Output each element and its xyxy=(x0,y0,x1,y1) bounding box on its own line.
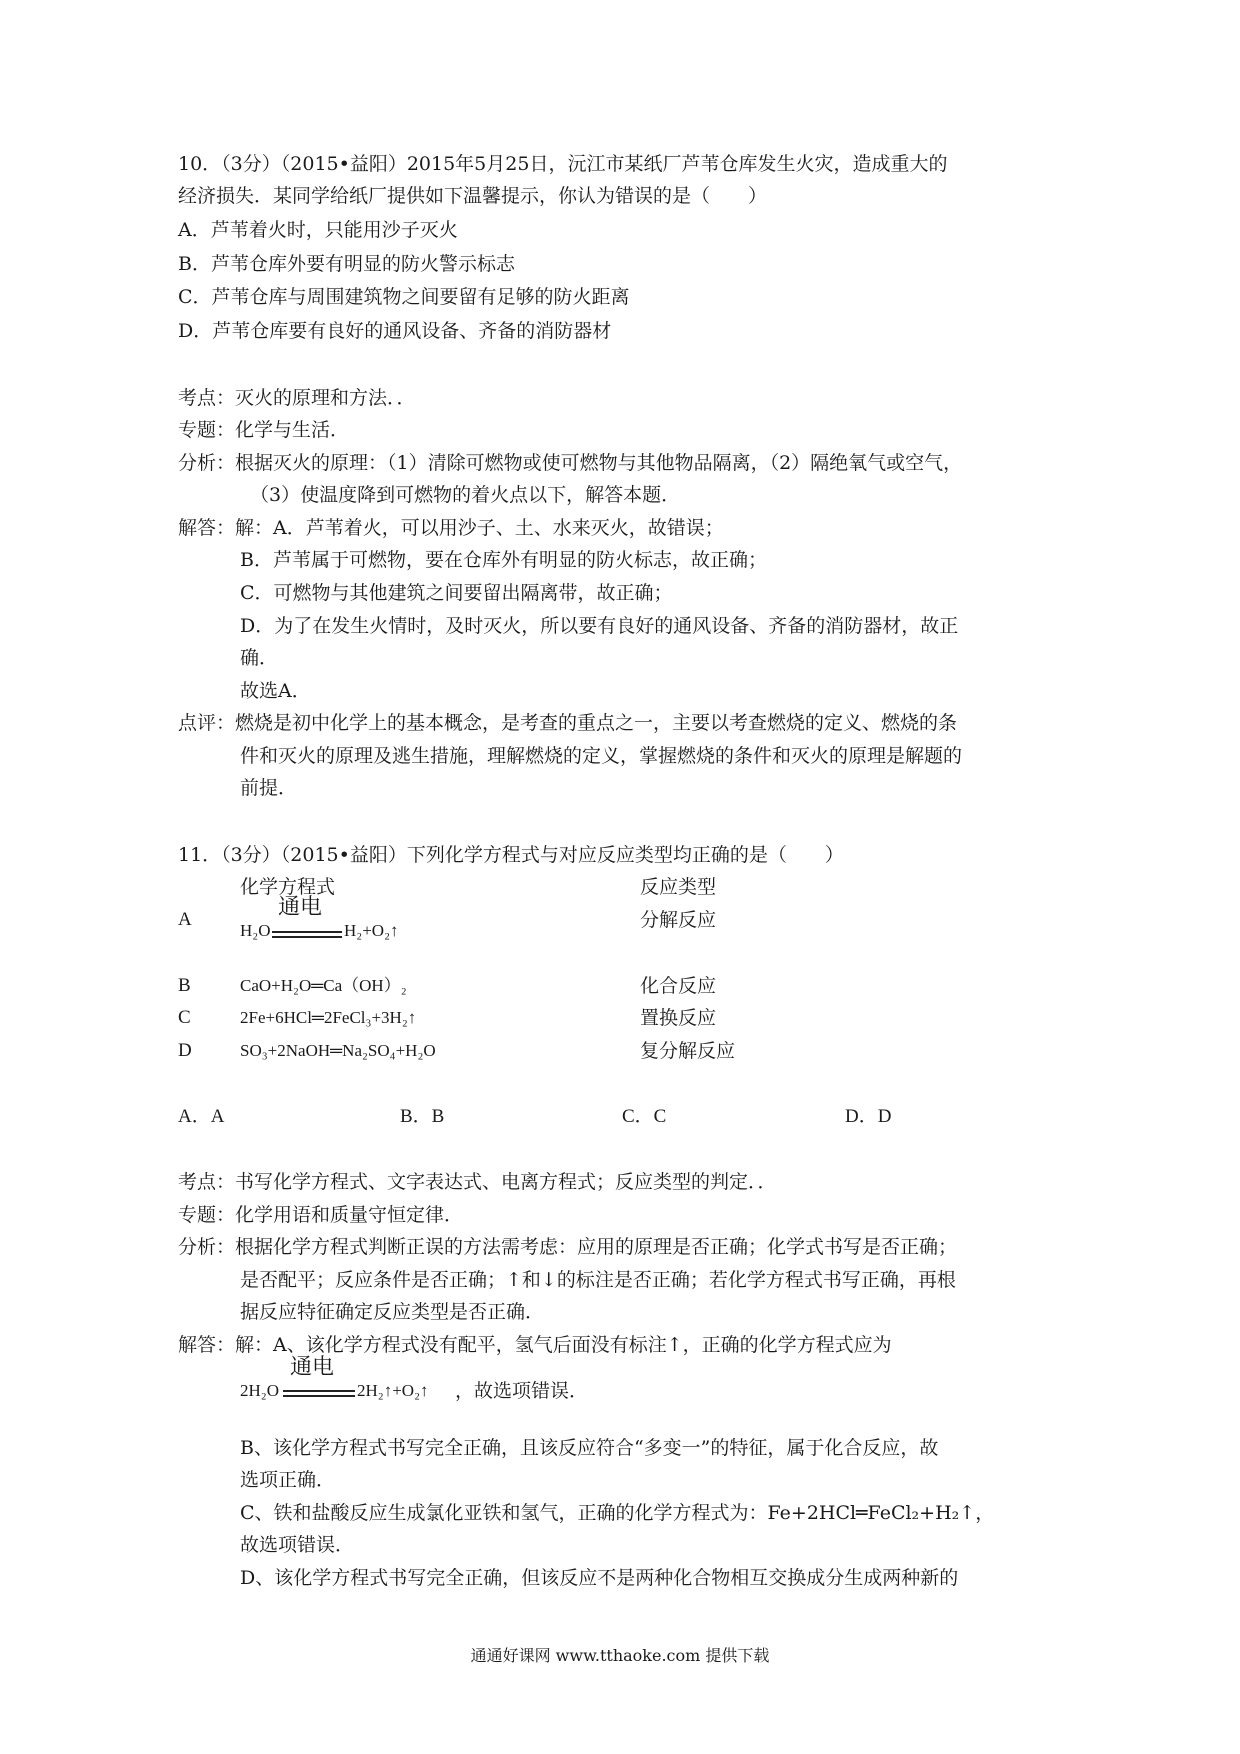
q11-title: 11．（3分）（2015•益阳）下列化学方程式与对应反应类型均正确的是（ ） xyxy=(178,844,844,866)
q11-jieda-condition: 通电 xyxy=(290,1355,335,1380)
q11-choice-d: D．D xyxy=(845,1106,892,1127)
q11-jieda-tail: ，故选项错误． xyxy=(455,1380,589,1402)
q10-option-a: A．芦苇着火时，只能用沙子灭火 xyxy=(178,219,458,241)
q11-row-b-type: 化合反应 xyxy=(640,975,717,997)
q10-dianping-line2: 件和灭火的原理及逃生措施，理解燃烧的定义，掌握燃烧的条件和灭火的原理是解题的 xyxy=(240,745,963,767)
q11-header-equation: 化学方程式 xyxy=(240,876,336,898)
q11-choice-b: B．B xyxy=(400,1106,445,1127)
q10-stem-line1: 10．（3分）（2015•益阳）2015年5月25日，沅江市某纸厂芦苇仓库发生火灾，造成重大的 xyxy=(178,153,948,175)
q11-jieda-line-c1: C、铁和盐酸反应生成氯化亚铁和氢气，正确的化学方程式为：Fe+2HCl═FeCl₂+H₂↑， xyxy=(240,1502,995,1524)
q11-jieda-line-d1: D、该化学方程式书写完全正确，但该反应不是两种化合物相互交换成分生成两种新的 xyxy=(240,1567,959,1589)
q11-row-a-label: A xyxy=(178,909,192,930)
q11-jieda-line-c2: 故选项错误． xyxy=(240,1534,355,1556)
q11-row-a-right: H₂+O₂↑ xyxy=(344,921,399,940)
q10-option-d: D．芦苇仓库要有良好的通风设备、齐备的消防器材 xyxy=(178,320,612,342)
q11-jieda-line-b2: 选项正确． xyxy=(240,1469,336,1491)
q10-stem-line2: 经济损失．某同学给纸厂提供如下温馨提示，你认为错误的是（ ） xyxy=(178,185,768,207)
q11-row-d-label: D xyxy=(178,1040,192,1061)
q11-fenxi-line1: 分析：根据化学方程式判断正误的方法需考虑：应用的原理是否正确；化学式书写是否正确； xyxy=(178,1236,958,1258)
q10-option-c: C．芦苇仓库与周围建筑物之间要留有足够的防火距离 xyxy=(178,286,630,308)
q11-row-c-type: 置换反应 xyxy=(640,1007,717,1029)
page-footer: 通通好课网 www.tthaoke.com 提供下载 xyxy=(470,1646,770,1665)
q11-row-a-arrow-line xyxy=(272,931,342,933)
q11-jieda-line1: 解答：解：A、该化学方程式没有配平，氢气后面没有标注↑，正确的化学方程式应为 xyxy=(178,1334,892,1356)
q11-jieda-right: 2H₂↑+O₂↑ xyxy=(357,1381,429,1400)
q10-dianping-line1: 点评：燃烧是初中化学上的基本概念，是考查的重点之一，主要以考查燃烧的定义、燃烧的条 xyxy=(178,712,958,734)
q11-kaodian: 考点：书写化学方程式、文字表达式、电离方程式；反应类型的判定．． xyxy=(178,1171,777,1193)
q11-row-b-label: B xyxy=(178,975,191,996)
q11-jieda-arrow-line2 xyxy=(283,1395,355,1397)
q11-zhuanti: 专题：化学用语和质量守恒定律． xyxy=(178,1204,464,1226)
q11-row-d-type: 复分解反应 xyxy=(640,1040,736,1062)
q10-fenxi-line2: （3）使温度降到可燃物的着火点以下，解答本题． xyxy=(250,484,681,506)
q11-row-c-equation: 2Fe+6HCl═2FeCl₃+3H₂↑ xyxy=(240,1008,417,1027)
q11-row-a-left: H₂O xyxy=(240,921,271,940)
q11-row-a-arrow-line2 xyxy=(272,936,342,938)
q11-fenxi-line3: 据反应特征确定反应类型是否正确． xyxy=(240,1301,545,1323)
q11-choice-c: C．C xyxy=(622,1106,667,1127)
q11-row-a-type: 分解反应 xyxy=(640,909,717,931)
q11-jieda-arrow-line xyxy=(283,1390,355,1392)
q11-fenxi-line2: 是否配平；反应条件是否正确；↑和↓的标注是否正确；若化学方程式书写正确，再根 xyxy=(240,1269,956,1291)
q10-zhuanti: 专题：化学与生活． xyxy=(178,419,350,441)
q11-row-b-equation: CaO+H₂O═Ca（OH）₂ xyxy=(240,976,407,995)
q11-jieda-left: 2H₂O xyxy=(240,1381,279,1400)
q10-jieda-line5: 确． xyxy=(240,647,279,669)
q10-jieda-line3: C．可燃物与其他建筑之间要留出隔离带，故正确； xyxy=(240,582,673,604)
q10-jieda-line6: 故选A． xyxy=(240,680,311,702)
q10-dianping-line3: 前提． xyxy=(240,777,298,799)
q11-row-c-label: C xyxy=(178,1007,191,1028)
q10-option-b: B．芦苇仓库外要有明显的防火警示标志 xyxy=(178,253,515,275)
q10-fenxi-line1: 分析：根据灭火的原理：（1）清除可燃物或使可燃物与其他物品隔离，（2）隔绝氧气或空气， xyxy=(178,452,963,474)
q11-jieda-line-b1: B、该化学方程式书写完全正确，且该反应符合“多变一”的特征，属于化合反应，故 xyxy=(240,1437,939,1459)
q10-jieda-line2: B．芦苇属于可燃物，要在仓库外有明显的防火标志，故正确； xyxy=(240,549,767,571)
q11-header-type: 反应类型 xyxy=(640,876,717,898)
q11-row-a-condition: 通电 xyxy=(278,895,323,920)
q11-choice-a: A．A xyxy=(178,1106,225,1127)
q11-row-d-equation: SO₃+2NaOH═Na₂SO₄+H₂O xyxy=(240,1041,436,1060)
q10-jieda-line4: D．为了在发生火情时，及时灭火，所以要有良好的通风设备、齐备的消防器材，故正 xyxy=(240,615,959,637)
q10-kaodian: 考点：灭火的原理和方法．． xyxy=(178,387,416,409)
q10-jieda-line1: 解答：解：A．芦苇着火，可以用沙子、土、水来灭火，故错误； xyxy=(178,517,724,539)
